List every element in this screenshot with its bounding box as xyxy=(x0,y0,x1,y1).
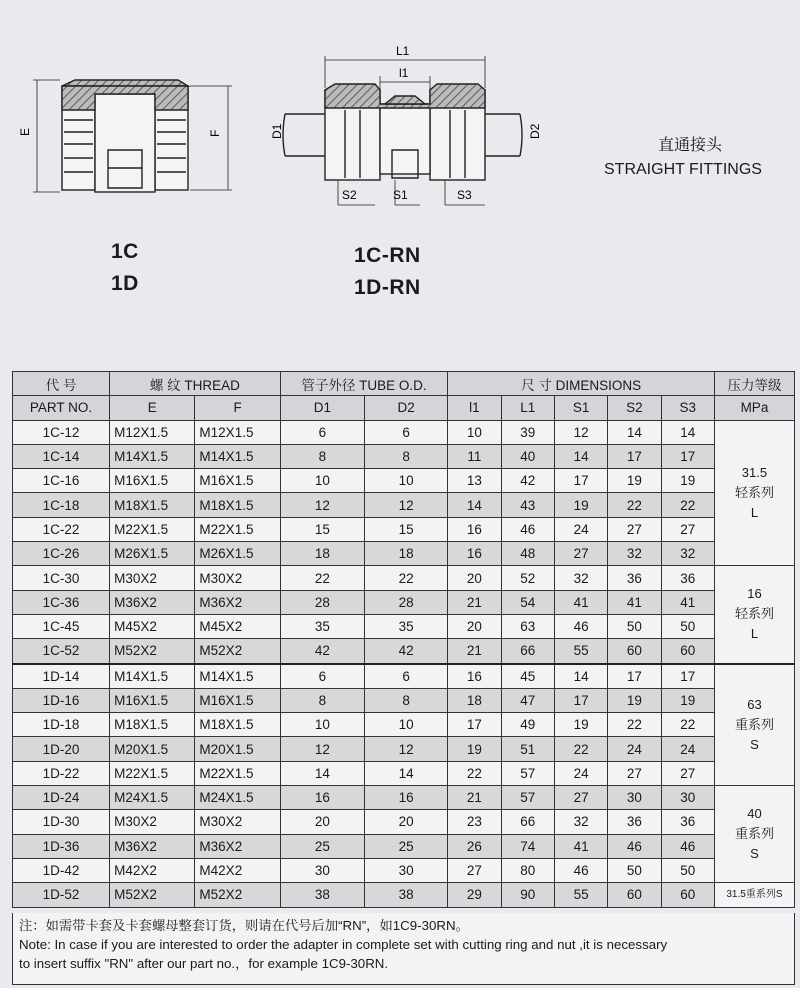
table-cell: 8 xyxy=(365,688,448,712)
pressure-rating-cell xyxy=(714,786,794,883)
table-cell: M16X1.5 xyxy=(195,688,280,712)
model-label-1c-rn: 1C-RN xyxy=(354,244,421,267)
pressure-value: 31.5重系列S xyxy=(726,888,783,900)
table-cell: M16X1.5 xyxy=(110,688,195,712)
label-l1-upper: L1 xyxy=(396,44,410,58)
table-cell: 10 xyxy=(365,713,448,737)
table-cell: 18 xyxy=(365,542,448,566)
header-dimensions: 尺 寸 DIMENSIONS xyxy=(448,372,715,396)
table-row xyxy=(13,590,795,614)
table-cell: M42X2 xyxy=(195,858,280,882)
table-cell: M20X1.5 xyxy=(195,737,280,761)
header-part-en: PART NO. xyxy=(13,396,110,420)
table-cell: M30X2 xyxy=(110,810,195,834)
table-cell: M22X1.5 xyxy=(110,517,195,541)
pressure-code: S xyxy=(750,846,759,862)
table-cell: 10 xyxy=(280,713,364,737)
table-cell: 20 xyxy=(280,810,364,834)
table-cell: 13 xyxy=(448,469,501,493)
table-cell: 1C-22 xyxy=(13,517,110,541)
table-cell: 25 xyxy=(365,834,448,858)
table-cell: 14 xyxy=(661,420,714,444)
table-cell: 74 xyxy=(501,834,554,858)
table-cell: 49 xyxy=(501,713,554,737)
table-cell: 14 xyxy=(365,761,448,785)
pressure-series: 重系列 xyxy=(734,716,774,732)
dimensions-table xyxy=(12,371,795,908)
header-s1: S1 xyxy=(554,396,607,420)
table-cell: 50 xyxy=(661,858,714,882)
table-cell: 19 xyxy=(608,469,661,493)
table-cell: 12 xyxy=(365,737,448,761)
table-cell: 16 xyxy=(280,786,364,810)
header-e: E xyxy=(110,396,195,420)
table-cell: 22 xyxy=(608,493,661,517)
table-cell: 1D-30 xyxy=(13,810,110,834)
table-cell: 6 xyxy=(365,664,448,689)
label-d1: D1 xyxy=(270,123,284,139)
table-cell: M52X2 xyxy=(195,639,280,664)
table-cell: 42 xyxy=(365,639,448,664)
title-english: STRAIGHT FITTINGS xyxy=(604,161,762,178)
table-cell: 21 xyxy=(448,786,501,810)
table-cell: 28 xyxy=(365,590,448,614)
table-cell: 1C-52 xyxy=(13,639,110,664)
table-cell: 27 xyxy=(608,517,661,541)
pressure-rating-cell xyxy=(714,883,794,907)
note-english-line-1: Note: In case if you are interested to order the adapter in complete set with cutting ring and nut ,it is necessary xyxy=(19,937,668,952)
header-pressure-cn: 压力等级 xyxy=(714,372,794,396)
table-cell: 18 xyxy=(280,542,364,566)
table-row xyxy=(13,469,795,493)
table-cell: 40 xyxy=(501,444,554,468)
table-cell: 36 xyxy=(661,566,714,590)
table-cell: 32 xyxy=(608,542,661,566)
table-cell: M22X1.5 xyxy=(110,761,195,785)
table-cell: 41 xyxy=(661,590,714,614)
table-cell: 16 xyxy=(448,542,501,566)
table-cell: 22 xyxy=(280,566,364,590)
table-cell: 24 xyxy=(661,737,714,761)
order-note xyxy=(12,913,795,985)
table-cell: 50 xyxy=(608,614,661,638)
table-cell: 1D-36 xyxy=(13,834,110,858)
table-cell: 36 xyxy=(608,566,661,590)
table-cell: 52 xyxy=(501,566,554,590)
table-cell: 66 xyxy=(501,810,554,834)
table-cell: 22 xyxy=(661,713,714,737)
note-chinese: 注：如需带卡套及卡套螺母整套订货，则请在代号后加“RN”，如1C9-30RN。 xyxy=(19,918,469,933)
table-cell: M42X2 xyxy=(110,858,195,882)
table-cell: 14 xyxy=(554,664,607,689)
table-row xyxy=(13,786,795,810)
table-cell: 17 xyxy=(661,664,714,689)
table-cell: M18X1.5 xyxy=(110,493,195,517)
table-cell: 27 xyxy=(661,517,714,541)
table-cell: M26X1.5 xyxy=(195,542,280,566)
table-cell: 22 xyxy=(661,493,714,517)
table-cell: M18X1.5 xyxy=(195,713,280,737)
table-cell: 46 xyxy=(554,858,607,882)
table-cell: 66 xyxy=(501,639,554,664)
table-cell: 57 xyxy=(501,761,554,785)
table-cell: 14 xyxy=(448,493,501,517)
table-cell: 1D-20 xyxy=(13,737,110,761)
table-cell: 17 xyxy=(608,664,661,689)
table-row xyxy=(13,883,795,907)
pressure-rating-cell xyxy=(714,664,794,786)
table-cell: M36X2 xyxy=(110,590,195,614)
table-cell: M30X2 xyxy=(195,810,280,834)
table-cell: 19 xyxy=(608,688,661,712)
label-e: E xyxy=(18,127,32,136)
table-cell: M14X1.5 xyxy=(110,444,195,468)
left-fitting-drawing xyxy=(33,80,232,192)
table-cell: 38 xyxy=(365,883,448,907)
table-cell: 24 xyxy=(554,517,607,541)
table-cell: 6 xyxy=(365,420,448,444)
table-cell: 30 xyxy=(661,786,714,810)
table-cell: M45X2 xyxy=(110,614,195,638)
table-row xyxy=(13,542,795,566)
table-row xyxy=(13,493,795,517)
table-row xyxy=(13,858,795,882)
table-cell: M22X1.5 xyxy=(195,761,280,785)
table-cell: 27 xyxy=(448,858,501,882)
table-cell: 22 xyxy=(365,566,448,590)
table-cell: 51 xyxy=(501,737,554,761)
table-cell: 14 xyxy=(608,420,661,444)
table-cell: 42 xyxy=(280,639,364,664)
table-cell: 29 xyxy=(448,883,501,907)
table-cell: 38 xyxy=(280,883,364,907)
pressure-series: 轻系列 xyxy=(734,606,774,622)
table-cell: 30 xyxy=(365,858,448,882)
table-cell: 1D-22 xyxy=(13,761,110,785)
header-l1-small: l1 xyxy=(448,396,501,420)
table-cell: 47 xyxy=(501,688,554,712)
table-cell: 1D-52 xyxy=(13,883,110,907)
pressure-rating-cell xyxy=(714,420,794,566)
table-cell: 19 xyxy=(661,469,714,493)
table-cell: 19 xyxy=(554,713,607,737)
table-cell: M36X2 xyxy=(110,834,195,858)
table-cell: 1D-16 xyxy=(13,688,110,712)
table-row xyxy=(13,444,795,468)
table-row xyxy=(13,737,795,761)
table-cell: 41 xyxy=(554,834,607,858)
label-s3: S3 xyxy=(457,188,472,202)
table-cell: M12X1.5 xyxy=(110,420,195,444)
table-cell: 12 xyxy=(280,493,364,517)
pressure-series: 重系列 xyxy=(734,826,774,842)
header-d1: D1 xyxy=(280,396,364,420)
table-cell: 20 xyxy=(448,566,501,590)
pressure-series: 轻系列 xyxy=(734,484,774,500)
table-row xyxy=(13,566,795,590)
table-cell: 32 xyxy=(554,566,607,590)
pressure-value: 16 xyxy=(747,586,762,602)
table-cell: 60 xyxy=(661,883,714,907)
table-cell: 60 xyxy=(608,639,661,664)
table-cell: 14 xyxy=(554,444,607,468)
header-d2: D2 xyxy=(365,396,448,420)
pressure-value: 31.5 xyxy=(741,464,768,480)
pressure-code: S xyxy=(750,736,759,752)
header-tube: 管子外径 TUBE O.D. xyxy=(280,372,447,396)
table-cell: M36X2 xyxy=(195,590,280,614)
table-cell: 80 xyxy=(501,858,554,882)
label-l1-lower: l1 xyxy=(399,66,409,80)
pressure-value: 40 xyxy=(747,806,762,822)
table-cell: 1C-18 xyxy=(13,493,110,517)
table-cell: M24X1.5 xyxy=(195,786,280,810)
table-cell: 15 xyxy=(280,517,364,541)
table-cell: 23 xyxy=(448,810,501,834)
table-cell: 22 xyxy=(554,737,607,761)
table-cell: 6 xyxy=(280,664,364,689)
table-cell: 1C-26 xyxy=(13,542,110,566)
table-cell: M24X1.5 xyxy=(110,786,195,810)
table-cell: 30 xyxy=(280,858,364,882)
table-cell: 25 xyxy=(280,834,364,858)
table-cell: 1C-36 xyxy=(13,590,110,614)
table-cell: 46 xyxy=(501,517,554,541)
table-cell: 55 xyxy=(554,883,607,907)
table-cell: M12X1.5 xyxy=(195,420,280,444)
table-cell: 1C-12 xyxy=(13,420,110,444)
table-cell: 35 xyxy=(280,614,364,638)
table-cell: 28 xyxy=(280,590,364,614)
model-label-1c: 1C xyxy=(111,240,139,263)
table-row xyxy=(13,713,795,737)
table-cell: 17 xyxy=(448,713,501,737)
table-cell: 16 xyxy=(448,517,501,541)
table-cell: 90 xyxy=(501,883,554,907)
table-cell: 24 xyxy=(608,737,661,761)
table-cell: 17 xyxy=(554,688,607,712)
table-cell: M20X1.5 xyxy=(110,737,195,761)
model-label-1d-rn: 1D-RN xyxy=(354,276,421,299)
table-cell: 46 xyxy=(608,834,661,858)
table-cell: 41 xyxy=(554,590,607,614)
table-cell: 10 xyxy=(448,420,501,444)
table-cell: 50 xyxy=(661,614,714,638)
technical-drawing xyxy=(0,0,800,360)
table-cell: 19 xyxy=(661,688,714,712)
header-pressure-en: MPa xyxy=(714,396,794,420)
table-cell: 10 xyxy=(365,469,448,493)
table-row xyxy=(13,517,795,541)
table-cell: M30X2 xyxy=(195,566,280,590)
table-cell: 1D-18 xyxy=(13,713,110,737)
table-cell: 6 xyxy=(280,420,364,444)
table-cell: 46 xyxy=(661,834,714,858)
table-cell: M30X2 xyxy=(110,566,195,590)
table-cell: 1C-30 xyxy=(13,566,110,590)
table-cell: M16X1.5 xyxy=(110,469,195,493)
table-cell: 1D-14 xyxy=(13,664,110,689)
table-cell: 19 xyxy=(554,493,607,517)
table-cell: 20 xyxy=(448,614,501,638)
table-cell: 36 xyxy=(608,810,661,834)
table-cell: 48 xyxy=(501,542,554,566)
table-cell: M18X1.5 xyxy=(195,493,280,517)
table-cell: 27 xyxy=(661,761,714,785)
table-row xyxy=(13,761,795,785)
table-cell: 17 xyxy=(554,469,607,493)
pressure-code: L xyxy=(750,504,759,520)
table-cell: 1D-42 xyxy=(13,858,110,882)
pressure-value: 63 xyxy=(747,696,762,712)
table-row xyxy=(13,420,795,444)
table-row xyxy=(13,834,795,858)
table-cell: 30 xyxy=(608,786,661,810)
table-cell: 27 xyxy=(554,786,607,810)
table-row xyxy=(13,810,795,834)
table-cell: 21 xyxy=(448,639,501,664)
table-cell: 32 xyxy=(554,810,607,834)
table-cell: 57 xyxy=(501,786,554,810)
table-cell: M16X1.5 xyxy=(195,469,280,493)
label-d2: D2 xyxy=(528,123,542,139)
header-s3: S3 xyxy=(661,396,714,420)
table-cell: 24 xyxy=(554,761,607,785)
table-cell: 15 xyxy=(365,517,448,541)
table-cell: 60 xyxy=(608,883,661,907)
table-cell: 1C-45 xyxy=(13,614,110,638)
table-cell: M36X2 xyxy=(195,834,280,858)
table-cell: M26X1.5 xyxy=(110,542,195,566)
table-cell: 8 xyxy=(280,688,364,712)
table-cell: 36 xyxy=(661,810,714,834)
table-cell: 8 xyxy=(280,444,364,468)
table-cell: 16 xyxy=(448,664,501,689)
pressure-code: L xyxy=(750,626,759,642)
table-cell: 35 xyxy=(365,614,448,638)
header-f: F xyxy=(195,396,280,420)
table-cell: 21 xyxy=(448,590,501,614)
table-cell: M22X1.5 xyxy=(195,517,280,541)
table-cell: 11 xyxy=(448,444,501,468)
table-cell: 63 xyxy=(501,614,554,638)
table-cell: 54 xyxy=(501,590,554,614)
table-cell: 45 xyxy=(501,664,554,689)
table-row xyxy=(13,664,795,689)
table-cell: M18X1.5 xyxy=(110,713,195,737)
label-s1: S1 xyxy=(393,188,408,202)
table-cell: M52X2 xyxy=(110,883,195,907)
table-row xyxy=(13,614,795,638)
table-cell: 1D-24 xyxy=(13,786,110,810)
label-s2: S2 xyxy=(342,188,357,202)
table-cell: 41 xyxy=(608,590,661,614)
title-chinese: 直通接头 xyxy=(658,135,723,154)
model-label-1d: 1D xyxy=(111,272,139,295)
table-cell: 19 xyxy=(448,737,501,761)
header-thread: 螺 纹 THREAD xyxy=(110,372,281,396)
table-cell: 27 xyxy=(608,761,661,785)
pressure-rating-cell xyxy=(714,566,794,664)
table-cell: 22 xyxy=(608,713,661,737)
table-cell: 26 xyxy=(448,834,501,858)
table-cell: 8 xyxy=(365,444,448,468)
table-cell: 1C-16 xyxy=(13,469,110,493)
table-cell: 12 xyxy=(554,420,607,444)
header-s2: S2 xyxy=(608,396,661,420)
table-cell: 22 xyxy=(448,761,501,785)
table-cell: M14X1.5 xyxy=(110,664,195,689)
table-cell: 42 xyxy=(501,469,554,493)
table-row xyxy=(13,688,795,712)
table-cell: 20 xyxy=(365,810,448,834)
table-cell: 16 xyxy=(365,786,448,810)
table-row xyxy=(13,639,795,664)
table-cell: M45X2 xyxy=(195,614,280,638)
table-cell: 60 xyxy=(661,639,714,664)
table-cell: 12 xyxy=(280,737,364,761)
label-f: F xyxy=(208,129,222,137)
table-cell: M52X2 xyxy=(195,883,280,907)
table-cell: 32 xyxy=(661,542,714,566)
table-cell: 43 xyxy=(501,493,554,517)
table-cell: 50 xyxy=(608,858,661,882)
table-cell: 17 xyxy=(608,444,661,468)
table-cell: 18 xyxy=(448,688,501,712)
table-cell: 12 xyxy=(365,493,448,517)
table-cell: 27 xyxy=(554,542,607,566)
note-english-line-2: to insert suffix "RN" after our part no.，for example 1C9-30RN. xyxy=(19,956,389,971)
table-cell: 10 xyxy=(280,469,364,493)
table-cell: 1C-14 xyxy=(13,444,110,468)
table-cell: M14X1.5 xyxy=(195,664,280,689)
header-part-cn: 代 号 xyxy=(13,372,110,396)
table-cell: 55 xyxy=(554,639,607,664)
table-cell: 39 xyxy=(501,420,554,444)
table-cell: 14 xyxy=(280,761,364,785)
table-cell: M52X2 xyxy=(110,639,195,664)
table-cell: M14X1.5 xyxy=(195,444,280,468)
table-cell: 17 xyxy=(661,444,714,468)
table-cell: 46 xyxy=(554,614,607,638)
header-l1: L1 xyxy=(501,396,554,420)
